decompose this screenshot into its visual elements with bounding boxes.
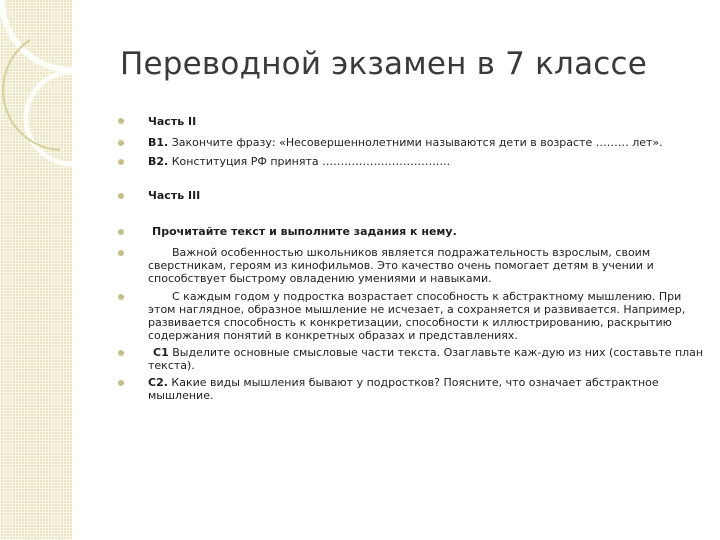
- bullet-icon: [118, 229, 124, 235]
- item-label: С2.: [148, 376, 168, 389]
- list-item: [148, 376, 708, 402]
- item-label: В1.: [148, 136, 169, 149]
- item-text: С каждым годом у подростка возрастает способность к абстрактному мышлению. При этом наглядное, образное мышление не исчезает, а сохраняется и развивается. Например, развивается способность к конкретизации, способности к иллюстрированию, раскрытию содержания понятий в конкретных образах и представлениях.: [148, 290, 686, 342]
- list-item: [148, 290, 708, 342]
- item-text: Конституция РФ принята ……………………………..: [168, 155, 451, 168]
- item-label: Часть II: [148, 115, 197, 128]
- item-label: С1: [153, 346, 169, 359]
- item-label: Часть III: [148, 189, 201, 202]
- item-text: Важной особенностью школьников является подражательность взрослым, своим сверстникам, героям из кинофильмов. Это качество очень помогает детям в учении и способствует быстрому овладению умениями и навыками.: [148, 246, 654, 285]
- list-item: [148, 136, 708, 149]
- item-text: Закончите фразу: «Несовершеннолетними называются дети в возрасте ……… лет».: [168, 136, 663, 149]
- list-item: [148, 115, 708, 128]
- item-label: Прочитайте текст и выполните задания к нему.: [152, 225, 457, 238]
- bullet-icon: [118, 250, 124, 256]
- list-item: [152, 225, 712, 238]
- bullet-icon: [118, 159, 124, 165]
- list-item: [148, 155, 708, 168]
- list-item: [148, 246, 708, 285]
- item-label: В2.: [148, 155, 169, 168]
- bullet-icon: [118, 350, 124, 356]
- item-text: Выделите основные смысловые части текста. Озаглавьте каж-дую из них (составьте план текста).: [148, 346, 704, 372]
- bullet-icon: [118, 118, 124, 124]
- bullet-icon: [118, 294, 124, 300]
- list-item: [148, 346, 708, 372]
- item-text: Какие виды мышления бывают у подростков? Поясните, что означает абстрактное мышление.: [148, 376, 659, 402]
- list-item: [148, 189, 708, 202]
- bullet-icon: [118, 380, 124, 386]
- bullet-icon: [118, 193, 124, 199]
- slide-title: Переводной экзамен в 7 классе: [120, 46, 648, 82]
- bullet-icon: [118, 140, 124, 146]
- decorative-circles: [0, 0, 140, 200]
